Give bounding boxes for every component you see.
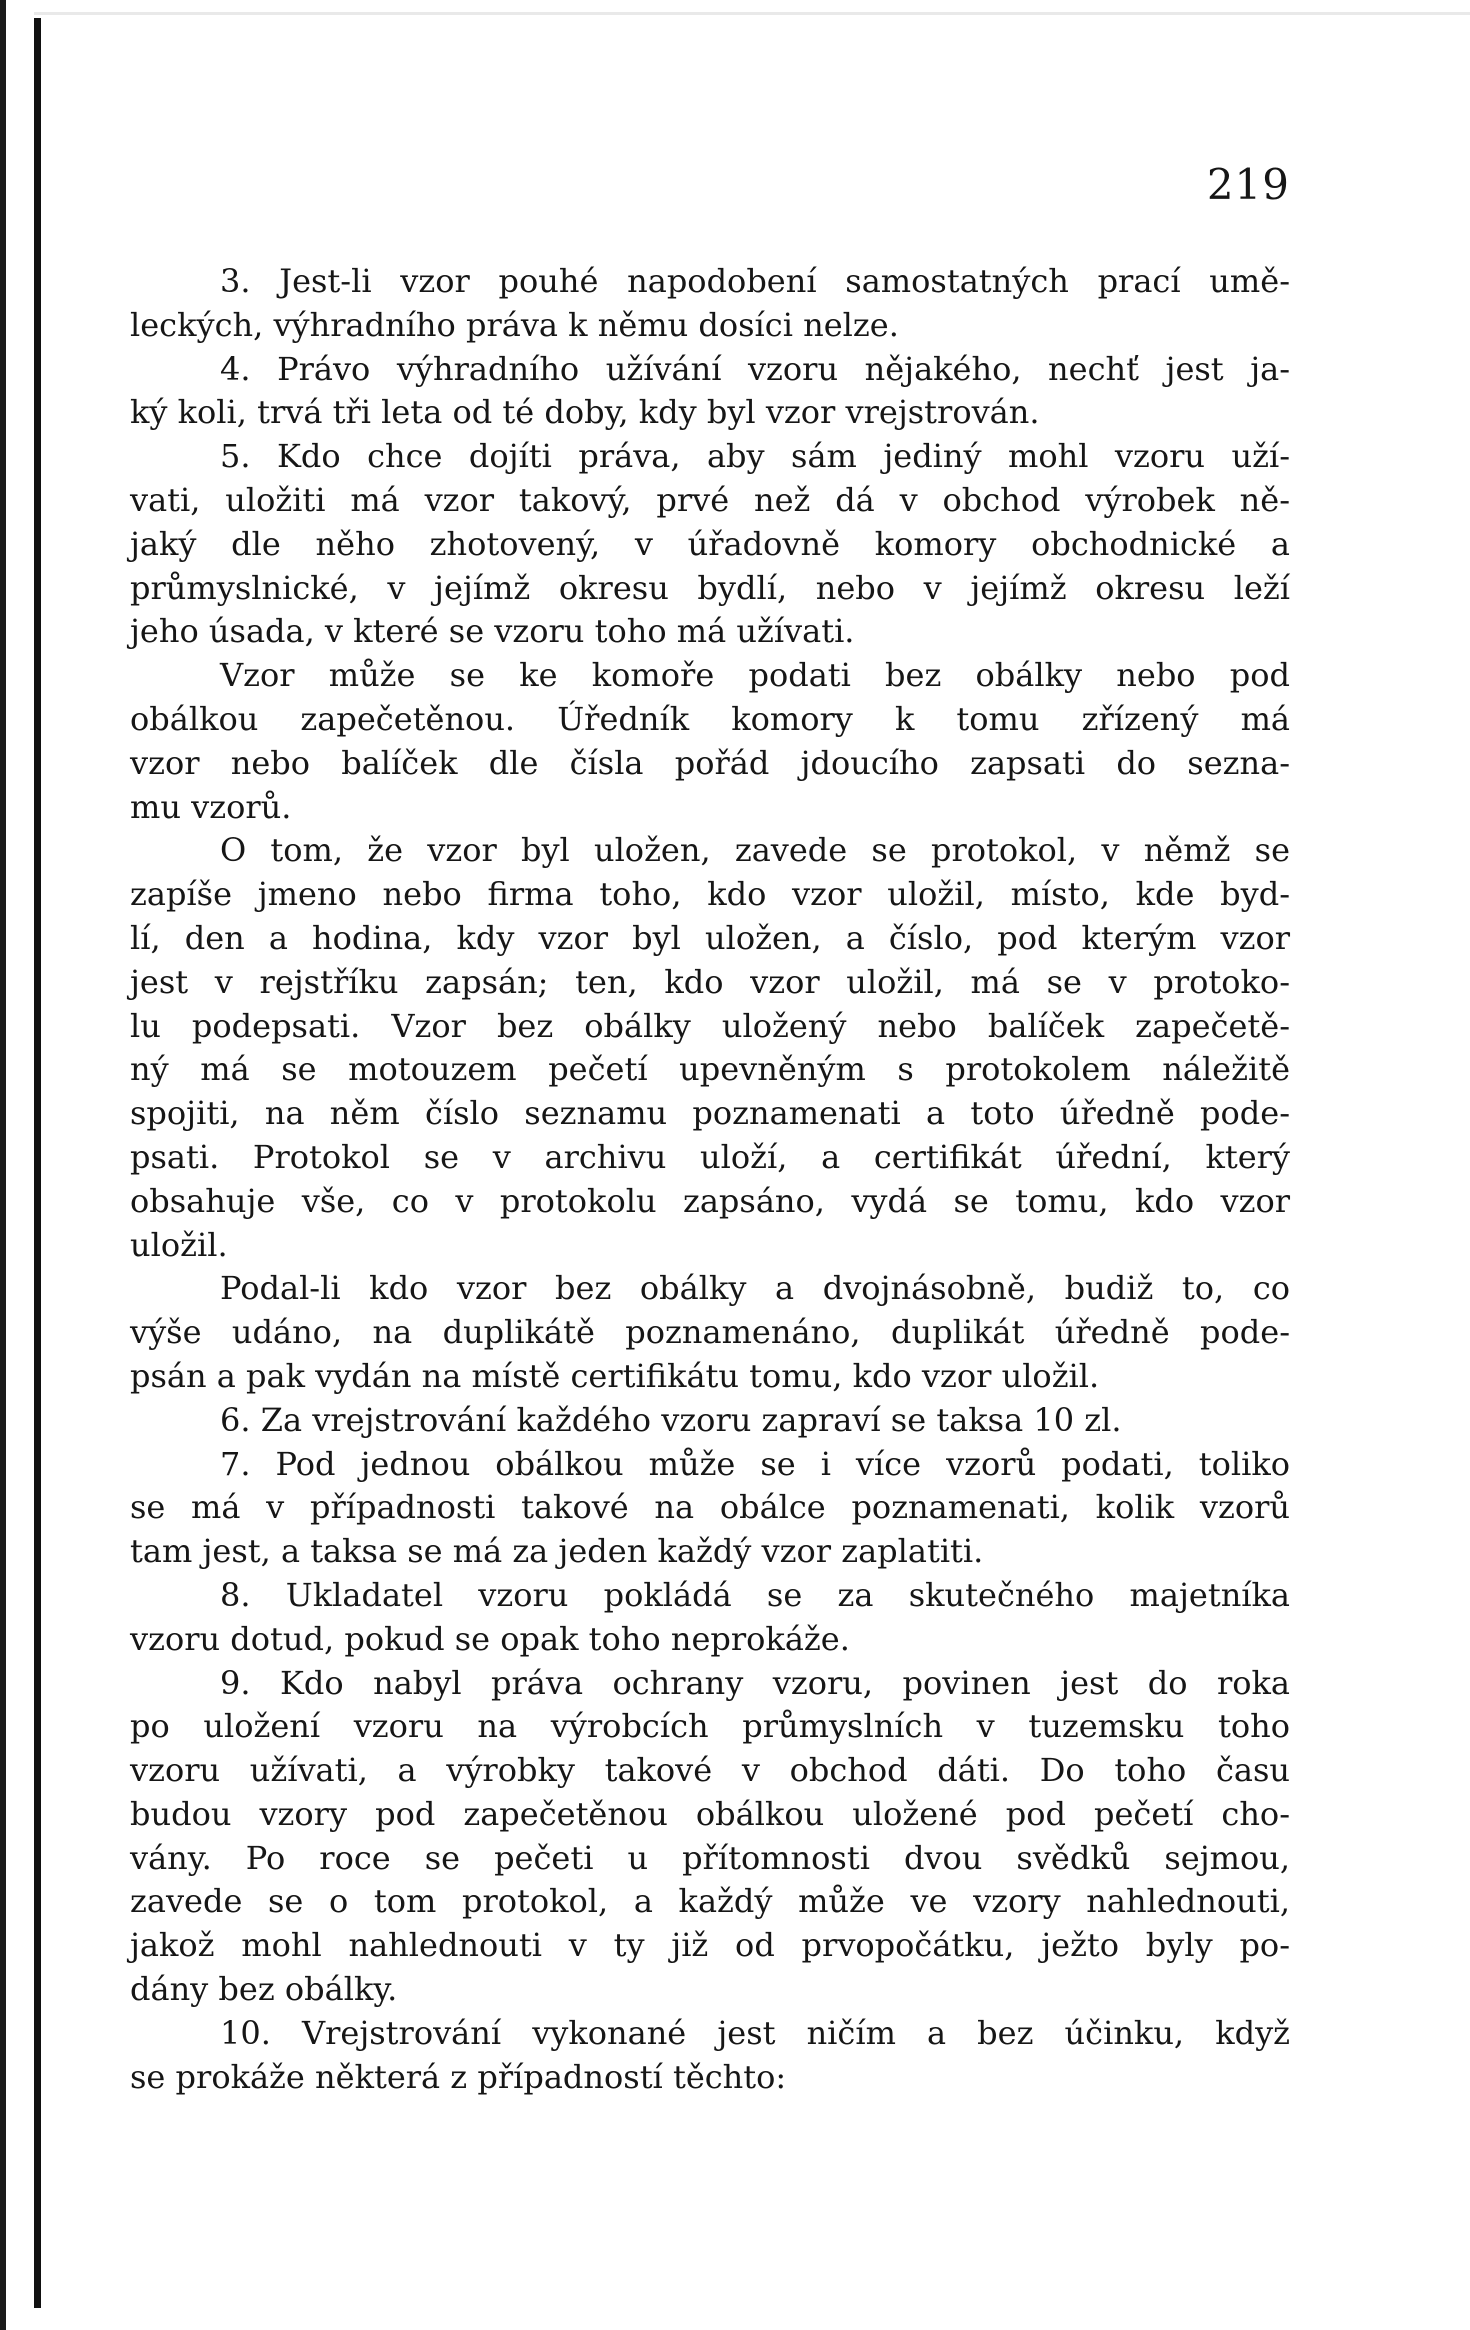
text-line: jest v rejstříku zapsán; ten, kdo vzor uložil, má se v protoko- <box>130 962 1290 1001</box>
text-line: O tom, že vzor byl uložen, zavede se protokol, v němž se <box>220 831 1290 870</box>
text-line: 9. Kdo nabyl práva ochrany vzoru, povinen jest do roka <box>220 1663 1290 1702</box>
body-text <box>130 260 1290 2099</box>
text-line: psán a pak vydán na místě certifikátu tomu, kdo vzor uložil. <box>130 1356 1100 1395</box>
text-line: jakož mohl nahlednouti v ty již od prvopočátku, ježto byly po- <box>130 1926 1290 1965</box>
text-line: 8. Ukladatel vzoru pokládá se za skutečného majetníka <box>220 1575 1290 1614</box>
text-line: 4. Právo výhradního užívání vzoru nějakého, nechť jest ja- <box>220 349 1290 388</box>
text-line: 3. Jest-li vzor pouhé napodobení samostatných prací umě- <box>220 262 1290 300</box>
text-line: jeho úsada, v které se vzoru toho má užívati. <box>130 612 855 651</box>
text-line: 6. Za vrejstrování každého vzoru zapraví se taksa 10 zl. <box>220 1400 1122 1439</box>
text-line: mu vzorů. <box>130 787 292 826</box>
text-line: 5. Kdo chce dojíti práva, aby sám jediný mohl vzoru uží- <box>220 437 1290 476</box>
text-line: obálkou zapečetěnou. Úředník komory k tomu zřízený má <box>130 699 1290 738</box>
text-line: obsahuje vše, co v protokolu zapsáno, vydá se tomu, kdo vzor <box>130 1181 1290 1220</box>
text-line: ný má se motouzem pečetí upevněným s protokolem náležitě <box>130 1050 1290 1089</box>
text-line: jaký dle něho zhotovený, v úřadovně komory obchodnické a <box>130 524 1290 563</box>
text-line: lí, den a hodina, kdy vzor byl uložen, a číslo, pod kterým vzor <box>130 918 1290 957</box>
text-line: vzor nebo balíček dle čísla pořád jdoucího zapsati do sezna- <box>130 743 1290 782</box>
binding-rule <box>34 18 41 2308</box>
text-line: zavede se o tom protokol, a každý může ve vzory nahlednouti, <box>130 1882 1290 1921</box>
text-line: zapíše jmeno nebo firma toho, kdo vzor uložil, místo, kde byd- <box>130 875 1290 914</box>
text-line: psati. Protokol se v archivu uloží, a certifikát úřední, který <box>130 1137 1290 1176</box>
text-line: vati, uložiti má vzor takový, prvé než dá v obchod výrobek ně- <box>130 480 1290 519</box>
scan-edge <box>0 0 6 2330</box>
text-line: spojiti, na něm číslo seznamu poznamenati a toto úředně pode- <box>130 1094 1290 1133</box>
text-line: lu podepsati. Vzor bez obálky uložený nebo balíček zapečetě- <box>130 1006 1290 1045</box>
text-line: budou vzory pod zapečetěnou obálkou uložené pod pečetí cho- <box>130 1794 1290 1833</box>
text-line: Podal-li kdo vzor bez obálky a dvojnásobně, budiž to, co <box>220 1269 1290 1308</box>
text-line: leckých, výhradního práva k němu dosíci nelze. <box>130 305 899 344</box>
text-line: vány. Po roce se pečeti u přítomnosti dvou svědků sejmou, <box>130 1838 1290 1877</box>
text-line: ký koli, trvá tři leta od té doby, kdy byl vzor vrejstrován. <box>130 393 1040 432</box>
page-number: 219 <box>1206 160 1290 209</box>
text-line: výše udáno, na duplikátě poznamenáno, duplikát úředně pode- <box>130 1313 1290 1352</box>
text-line: Vzor může se ke komoře podati bez obálky nebo pod <box>220 656 1290 695</box>
text-line: tam jest, a taksa se má za jeden každý vzor zaplatiti. <box>130 1532 984 1571</box>
text-line: po uložení vzoru na výrobcích průmyslních v tuzemsku toho <box>130 1707 1290 1746</box>
text-line: uložil. <box>130 1225 228 1264</box>
text-line: vzoru užívati, a výrobky takové v obchod dáti. Do toho času <box>130 1751 1290 1790</box>
text-line: se má v případnosti takové na obálce poznamenati, kolik vzorů <box>130 1488 1290 1527</box>
scan-top-border <box>34 12 1470 15</box>
text-line: se prokáže některá z případností těchto: <box>130 2057 787 2096</box>
text-line: 10. Vrejstrování vykonané jest ničím a bez účinku, když <box>220 2013 1290 2052</box>
text-line: vzoru dotud, pokud se opak toho neprokáže. <box>130 1619 850 1658</box>
text-line: 7. Pod jednou obálkou může se i více vzorů podati, toliko <box>220 1444 1290 1483</box>
text-line: průmyslnické, v jejímž okresu bydlí, nebo v jejímž okresu leží <box>130 568 1290 607</box>
text-line: dány bez obálky. <box>130 1970 398 2009</box>
